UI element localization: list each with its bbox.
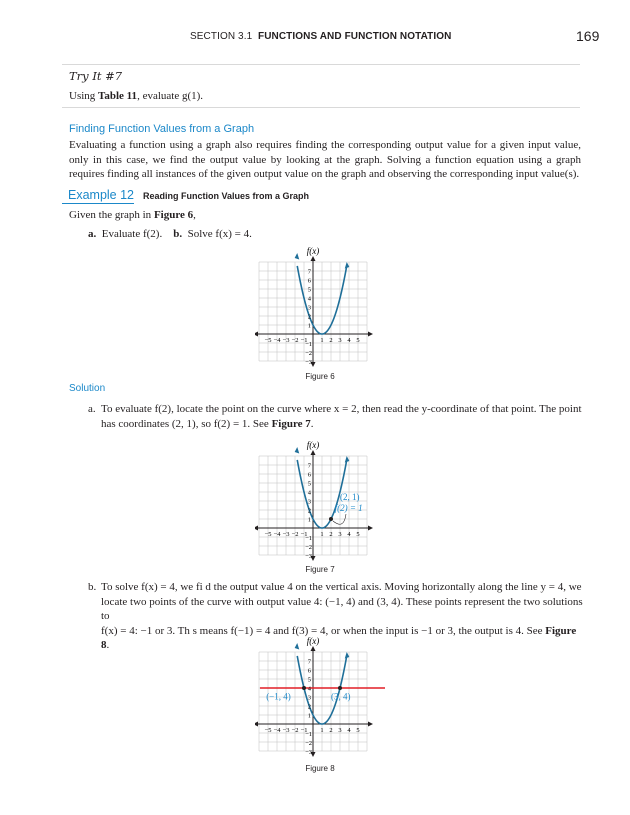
y-tick-label: 5 [307,286,311,294]
running-header [190,31,451,42]
y-tick-label: 1 [307,516,311,524]
y-tick-label: −2 [305,544,312,551]
x-tick-label: 4 [347,531,351,538]
x-axis-arrow-right [368,332,373,337]
y-axis-arrow-up [311,256,316,261]
section-body: Evaluating a function using a graph also requires finding the corresponding output value for a given input value, only in this case, we find the output value by looking at the graph. Solving a function equation using a graph requires finding all instances of the given output value on the graph and observing the corresponding input value(s). [69,139,581,181]
curve-arrow-right [345,262,350,269]
figure-6-graph [255,238,380,368]
curve-arrow-right [345,456,350,463]
y-tick-label: −3 [305,749,312,756]
x-tick-label: −2 [291,531,299,538]
value-label: f(2) = 1 [334,502,363,513]
right-point-label: (3, 4) [331,691,351,702]
point-label: (2, 1) [340,492,360,503]
x-tick-label: 4 [347,727,351,734]
curve-arrow-left [295,447,300,454]
x-tick-label: 3 [338,727,342,734]
example-parts: a. Evaluate f(2). b. Solve f(x) = 4. [88,228,252,240]
y-axis-arrow-up [311,450,316,455]
y-axis-label: f(x) [306,246,320,256]
figure-8-caption: Figure 8 [305,764,335,773]
x-tick-label: −4 [273,337,281,344]
x-axis-arrow-left [255,332,258,337]
x-tick-label: 5 [356,727,360,734]
x-tick-label: 3 [338,531,342,538]
x-tick-label: −1 [300,727,308,734]
x-tick-label: −1 [300,337,308,344]
example-given: Given the graph in Figure 6, [69,209,196,221]
y-axis-label: f(x) [306,440,320,450]
figure-7-graph [255,432,390,562]
y-tick-label: −1 [305,535,312,542]
y-tick-label: −3 [305,359,312,366]
figure-6-caption: Figure 6 [305,372,335,381]
x-tick-label: −2 [291,727,299,734]
solution-b-label: b. [88,581,97,593]
y-tick-label: −1 [305,341,312,348]
figure-7-caption: Figure 7 [305,565,335,574]
x-tick-label: 2 [329,727,333,734]
y-tick-label: −3 [305,553,312,560]
y-tick-label: 6 [307,471,311,479]
x-tick-label: −5 [264,727,272,734]
figure-8-graph [255,624,390,759]
solution-a-label: a. [88,403,96,415]
example-underline [62,203,134,204]
section-label: SECTION 3.1 [190,31,253,42]
x-tick-label: −2 [291,337,299,344]
y-axis-arrow-up [311,646,316,651]
y-axis-label: f(x) [306,636,320,646]
x-tick-label: −5 [264,337,272,344]
left-point-label: (−1, 4) [266,691,291,702]
example-label: Example 12 [68,188,135,202]
y-tick-label: 4 [307,489,311,497]
y-tick-label: 4 [307,685,311,693]
solution-b-text: To solve f(x) = 4, we fi d the output value 4 on the vertical axis. Moving horizontally along the line y = 4, we locate two points of the curve with output value 4: (−1, 4) and (3, 4). These points represent the two solutions to f(x) = 4: −1 or 3. Th s means f(−1) = 4 and f(3) = 4, or when the input is −1 or 3, the output is 4. See Figure 8. [101,581,583,652]
y-tick-label: 5 [307,480,311,488]
curve-arrow-right [345,652,350,659]
x-tick-label: 5 [356,531,360,538]
point-2-1 [329,517,333,521]
y-tick-label: 7 [307,658,311,666]
y-tick-label: 2 [307,313,311,321]
point-3-4 [338,686,342,690]
y-tick-label: 7 [307,268,311,276]
divider [62,64,580,65]
y-tick-label: 3 [307,498,311,506]
x-tick-label: −4 [273,727,281,734]
y-tick-label: 7 [307,462,311,470]
x-tick-label: 4 [347,337,351,344]
point-neg1-4 [302,686,306,690]
y-tick-label: 6 [307,667,311,675]
example-title: Reading Function Values from a Graph [143,191,310,201]
y-tick-label: 2 [307,703,311,711]
section-heading: Finding Function Values from a Graph [69,123,255,135]
solution-heading: Solution [69,383,106,394]
y-tick-label: 1 [307,322,311,330]
try-it-text: Using Table 11, evaluate g(1). [69,90,204,102]
x-axis-arrow-left [255,722,258,727]
y-tick-label: −1 [305,731,312,738]
y-tick-label: 2 [307,507,311,515]
y-tick-label: 3 [307,304,311,312]
x-axis-arrow-left [255,526,258,531]
x-tick-label: 2 [329,531,333,538]
x-tick-label: −3 [282,727,290,734]
page-number: 169 [576,28,600,44]
x-tick-label: −4 [273,531,281,538]
x-tick-label: −3 [282,531,290,538]
x-tick-label: −5 [264,531,272,538]
curve-arrow-left [295,253,300,260]
graph-tick-labels [265,659,360,757]
graph-tick-labels [265,269,360,367]
x-tick-label: 5 [356,337,360,344]
y-tick-label: −2 [305,350,312,357]
y-tick-label: 6 [307,277,311,285]
divider [62,107,580,108]
y-tick-label: −2 [305,740,312,747]
try-it-label: Try It #7 [69,69,123,83]
y-tick-label: 4 [307,295,311,303]
curve-arrow-left [295,643,300,650]
x-tick-label: −1 [300,531,308,538]
x-tick-label: 3 [338,337,342,344]
graph-axes [255,256,373,367]
x-axis-arrow-right [368,526,373,531]
x-tick-label: 1 [320,727,324,734]
y-tick-label: 1 [307,712,311,720]
x-tick-label: 1 [320,531,324,538]
solution-a-text: To evaluate f(2), locate the point on the curve where x = 2, then read the y-coordinate of that point. The point has coordinates (2, 1), so f(2) = 1. See Figure 7. [101,403,582,430]
x-tick-label: 1 [320,337,324,344]
x-axis-arrow-right [368,722,373,727]
x-tick-label: −3 [282,337,290,344]
y-tick-label: 3 [307,694,311,702]
y-tick-label: 5 [307,676,311,684]
section-title: FUNCTIONS AND FUNCTION NOTATION [258,31,452,42]
x-tick-label: 2 [329,337,333,344]
